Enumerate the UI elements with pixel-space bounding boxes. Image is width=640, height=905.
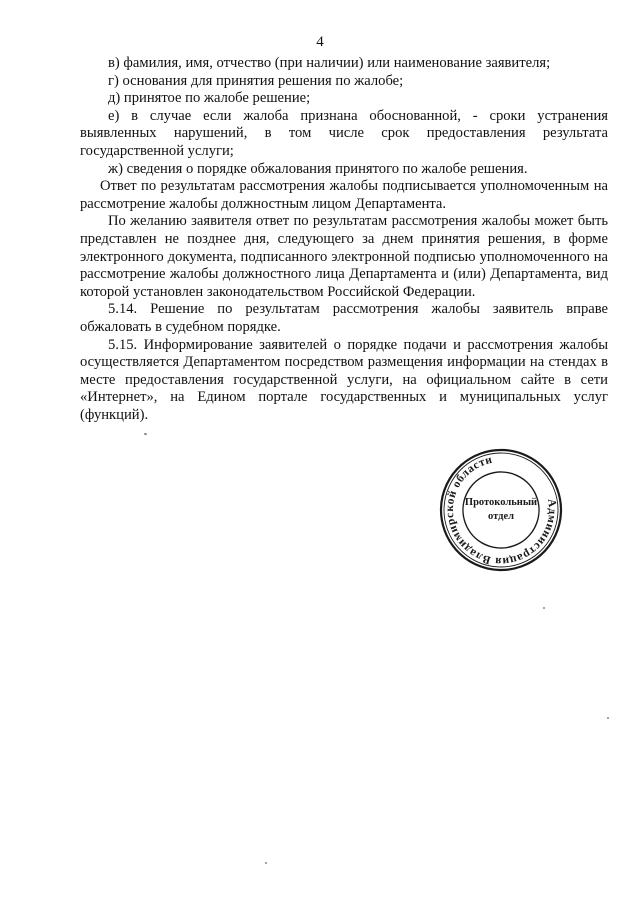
- paragraph-5-15: 5.15. Информирование заявителей о порядке подачи и рассмотрения жалобы осуществляется Департаментом посредством размещения информации на стендах в месте предоставления государственной услуги, на официальном сайте в сети «Интернет», на Едином портале государственных и муниципальных услуг (функций).: [80, 336, 608, 423]
- paragraph-5-14: 5.14. Решение по результатам рассмотрения жалобы заявитель вправе обжаловать в судебном порядке.: [80, 301, 608, 335]
- scan-speck: [144, 433, 147, 435]
- document-body: [80, 55, 608, 424]
- paragraph-item-d: д) принятое по жалобе решение;: [108, 90, 311, 107]
- svg-text:Администрация Владимирской обл: [438, 447, 564, 573]
- paragraph-item-zh: ж) сведения о порядке обжалования принятого по жалобе решения.: [108, 160, 528, 177]
- stamp-ring-text: Администрация Владимирской области: [443, 453, 559, 568]
- stamp-center-line2: отдел: [488, 511, 514, 522]
- paragraph-item-e: е) в случае если жалоба признана обоснованной, - сроки устранения выявленных нарушений, в том числе срок предоставления результата государственной услуги;: [80, 107, 608, 159]
- paragraph-item-g: г) основания для принятия решения по жалобе;: [108, 72, 404, 89]
- stamp-center-line1: Протокольный: [464, 497, 538, 508]
- paragraph-electronic-response: По желанию заявителя ответ по результатам рассмотрения жалобы может быть представлен не позднее дня, следующего за днем принятия решения, в форме электронного документа, подписанного электронной подписью уполномоченного на рассмотрение жалобы должностного лица Департамента и (или) Департамента, вид которой установлен законодательством Российской Федерации.: [80, 213, 608, 300]
- scan-speck: [265, 862, 267, 864]
- scan-speck: [607, 717, 609, 719]
- page-number: 4: [316, 34, 324, 50]
- official-stamp: [438, 447, 564, 573]
- scan-speck: [543, 607, 545, 609]
- stamp-seal-graphic: [438, 447, 564, 573]
- paragraph-response-signing: Ответ по результатам рассмотрения жалобы подписывается уполномоченным на рассмотрение жалобы должностным лицом Департамента.: [80, 178, 608, 212]
- paragraph-item-v: в) фамилия, имя, отчество (при наличии) или наименование заявителя;: [108, 55, 551, 71]
